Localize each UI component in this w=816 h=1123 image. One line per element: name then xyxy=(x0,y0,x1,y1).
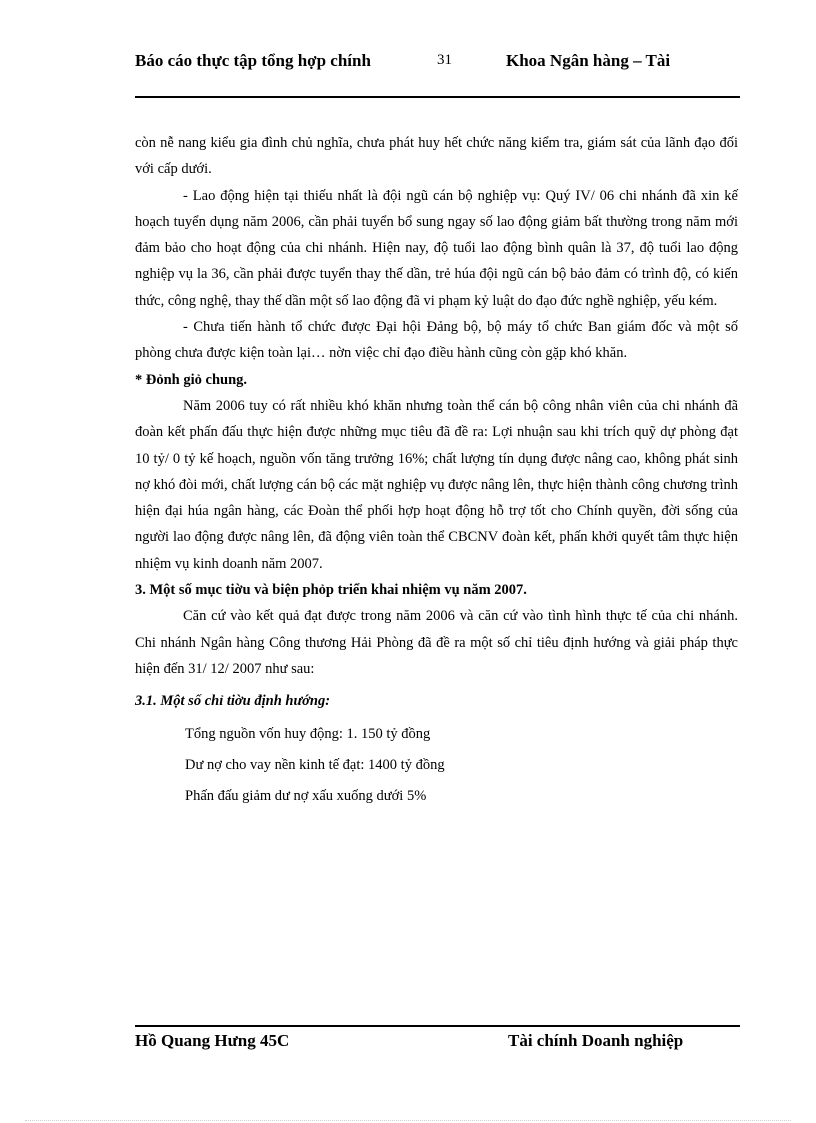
subsection-heading: 3.1. Một số chỉ tiờu định hướng: xyxy=(135,693,331,710)
page-header xyxy=(135,50,740,96)
author-name: Hồ Quang Hưng 45C xyxy=(135,1031,290,1050)
paragraph: còn nễ nang kiểu gia đình chủ nghĩa, chưa phát huy hết chức năng kiểm tra, giám sát của lãnh đạo đối với cấp dưới. xyxy=(135,135,738,178)
target-list xyxy=(135,719,738,812)
page-edge-divider xyxy=(25,1120,791,1121)
footer-divider xyxy=(135,1025,740,1027)
list-item: Tổng nguồn vốn huy động: 1. 150 tỷ đồng xyxy=(185,725,431,742)
paragraph: - Lao động hiện tại thiếu nhất là đội ngũ cán bộ nghiệp vụ: Quý IV/ 06 chi nhánh đã xin kế hoạch tuyển dụng năm 2006, cần phải tuyển bổ sung ngay số lao động giảm bất thường trong năm mới đảm bảo cho hoạt động của chi nhánh. Hiện nay, độ tuổi lao động bình quân là 37, độ tuổi lao động nghiệp vụ la 36, cần phải được tuyển thay thế dần, trẻ húa đội ngũ cán bộ bảo đảm có trình độ, có kiến thức, công nghệ, thay thế dần một số lao động đã vi phạm kỷ luật do đạo đức nghề nghiệp, yếu kém. xyxy=(135,187,738,309)
page-number: 31 xyxy=(437,52,452,68)
list-item: Dư nợ cho vay nền kinh tế đạt: 1400 tỷ đồng xyxy=(185,756,445,773)
department-name: Tài chính Doanh nghiệp xyxy=(508,1031,684,1050)
header-divider xyxy=(135,96,740,98)
page-footer xyxy=(135,1030,740,1080)
assessment-heading: * Đỏnh giỏ chung. xyxy=(135,371,248,388)
report-title: Báo cáo thực tập tổng hợp chính xyxy=(135,51,371,70)
paragraph: - Chưa tiến hành tổ chức được Đại hội Đảng bộ, bộ máy tổ chức Ban giám đốc và một số phòng chưa được kiện toàn lại… nờn việc chỉ đạo điều hành cũng còn gặp khó khăn. xyxy=(135,319,738,362)
paragraph: Năm 2006 tuy có rất nhiều khó khăn nhưng toàn thể cán bộ công nhân viên của chi nhánh đã đoàn kết phấn đấu thực hiện được những mục tiêu đã đề ra: Lợi nhuận sau khi trích quỹ dự phòng đạt 10 tỷ/ 0 tỷ kế hoạch, nguồn vốn tăng trưởng 16%; chất lượng tín dụng được nâng cao, không phát sinh nợ khó đòi mới, chất lượng cán bộ các mặt nghiệp vụ được nâng lên, thực hiện thành công chương trình hiện đại húa ngân hàng, các Đoàn thể phối hợp hoạt động hỗ trợ tốt cho Chính quyền, đời sống của người lao động được nâng lên, đã động viên toàn thể CBCNV đoàn kết, phấn khởi quyết tâm thực hiện nhiệm vụ kinh doanh năm 2007. xyxy=(135,397,738,572)
paragraph: Căn cứ vào kết quả đạt được trong năm 2006 và căn cứ vào tình hình thực tế của chi nhánh. Chi nhánh Ngân hàng Công thương Hải Phòng đã đề ra một số chỉ tiêu định hướng và giải pháp thực hiện đến 31/ 12/ 2007 như sau: xyxy=(135,608,738,677)
section-heading: 3. Một số mục tiờu và biện phỏp triển khai nhiệm vụ năm 2007. xyxy=(135,582,527,599)
faculty-title: Khoa Ngân hàng – Tài xyxy=(506,51,671,70)
document-body xyxy=(135,130,738,812)
list-item: Phấn đấu giảm dư nợ xấu xuống dưới 5% xyxy=(185,787,427,804)
